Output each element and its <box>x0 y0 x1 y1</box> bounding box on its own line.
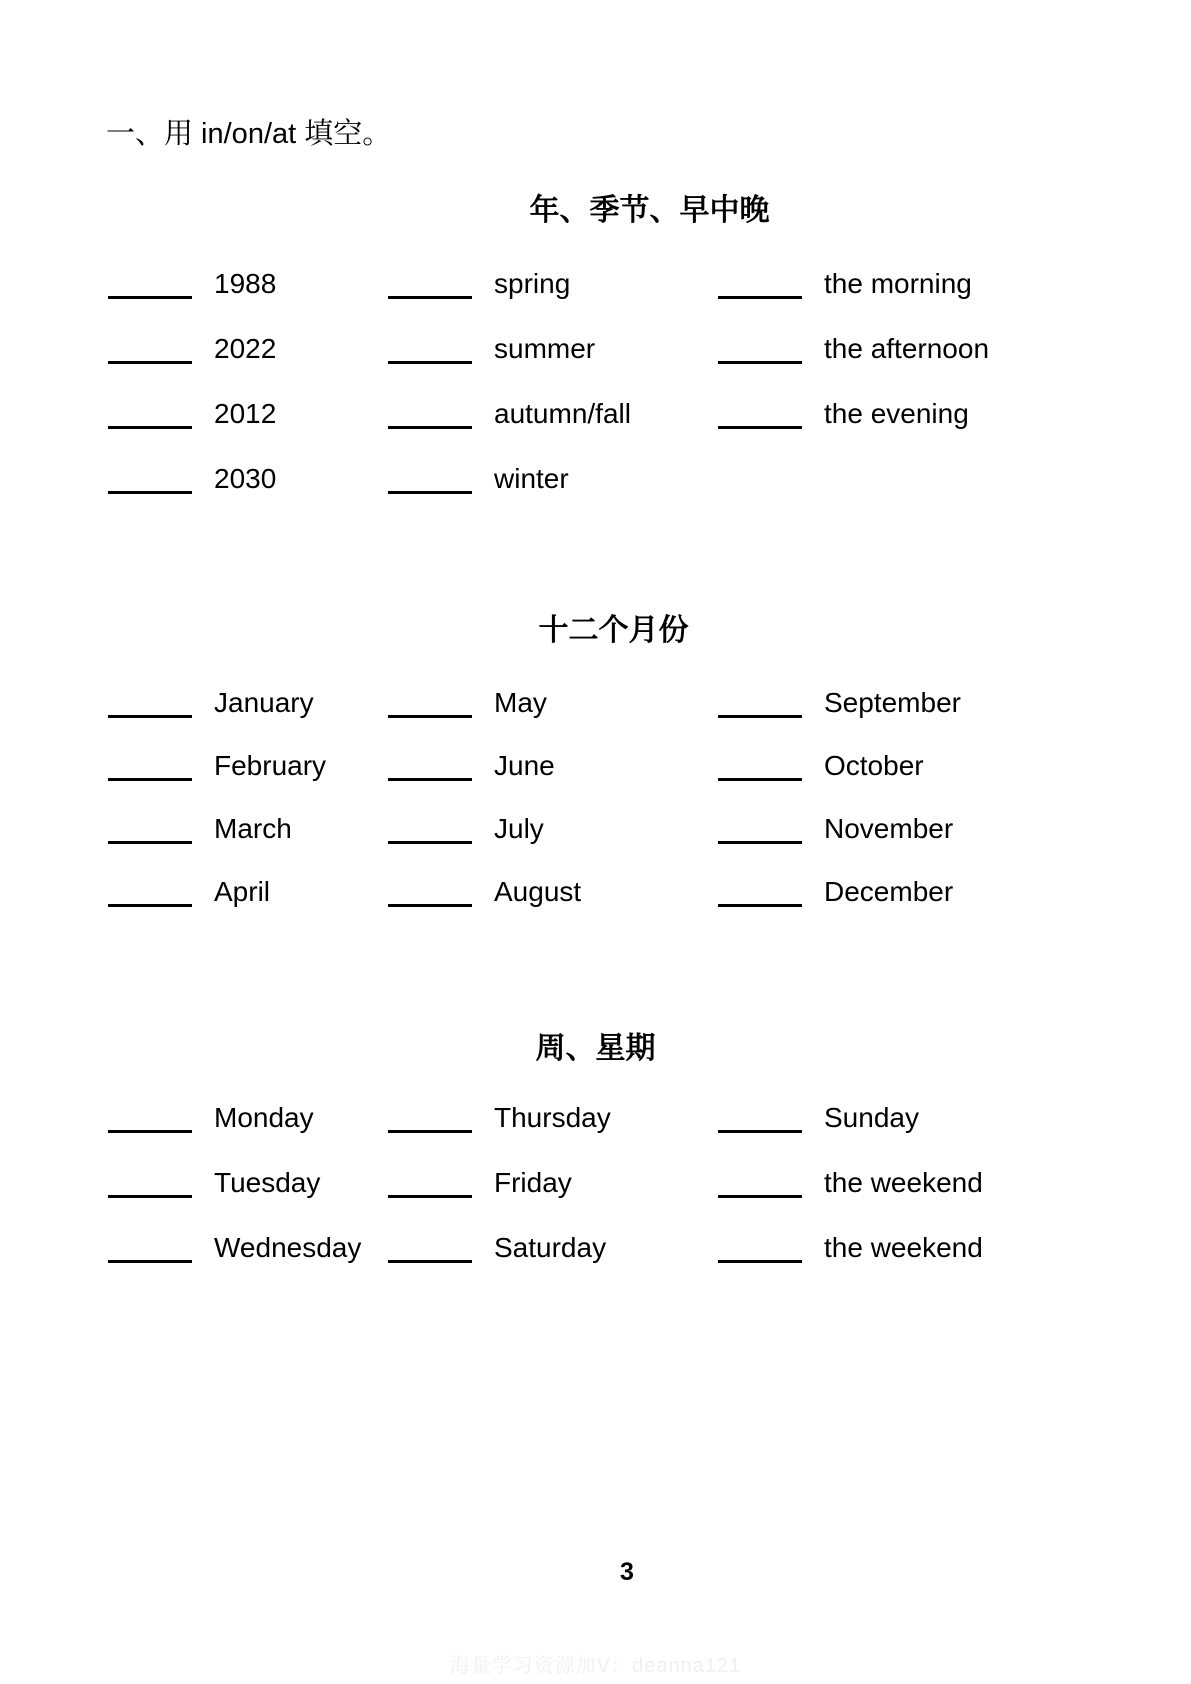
fill-in-item <box>388 462 718 496</box>
fill-in-item <box>108 1231 388 1265</box>
fill-in-item <box>108 1101 388 1135</box>
fill-in-item <box>718 1231 1151 1265</box>
fill-in-item <box>108 397 388 431</box>
section-heading-year-season-daytime: 年、季节、早中晚 <box>529 194 770 227</box>
fill-in-item <box>108 686 388 720</box>
fill-in-item <box>388 1166 718 1200</box>
worksheet-row <box>108 462 1151 496</box>
section-weekdays <box>108 1101 1151 1296</box>
item-label: Monday <box>214 1102 314 1133</box>
section-heading-weekdays: 周、星期 <box>535 1032 656 1065</box>
fill-in-item <box>108 812 388 846</box>
fill-in-item <box>388 1231 718 1265</box>
item-label: Friday <box>494 1167 572 1198</box>
fill-in-item <box>108 749 388 783</box>
answer-blank <box>718 841 802 844</box>
fill-in-item <box>388 875 718 909</box>
item-label: Tuesday <box>214 1167 321 1198</box>
fill-in-item <box>718 749 1151 783</box>
item-label: autumn/fall <box>494 398 631 429</box>
fill-in-item <box>718 1101 1151 1135</box>
fill-in-item <box>388 1101 718 1135</box>
fill-in-item <box>108 462 388 496</box>
item-label: summer <box>494 333 596 364</box>
item-label: winter <box>494 463 569 494</box>
answer-blank <box>718 778 802 781</box>
answer-blank <box>108 426 192 429</box>
item-label: the evening <box>824 398 969 429</box>
item-label: August <box>494 876 582 907</box>
item-label: October <box>824 750 924 781</box>
item-label: the morning <box>824 268 972 299</box>
item-label: the weekend <box>824 1167 983 1198</box>
answer-blank <box>718 1195 802 1198</box>
answer-blank <box>388 841 472 844</box>
worksheet-row <box>108 812 1151 846</box>
answer-blank <box>718 426 802 429</box>
section-year-season-daytime <box>108 267 1151 527</box>
answer-blank <box>108 296 192 299</box>
answer-blank <box>388 778 472 781</box>
answer-blank <box>108 1195 192 1198</box>
answer-blank <box>108 904 192 907</box>
item-label: the afternoon <box>824 333 990 364</box>
answer-blank <box>388 296 472 299</box>
answer-blank <box>388 904 472 907</box>
answer-blank <box>718 1130 802 1133</box>
fill-in-item <box>388 812 718 846</box>
item-label: February <box>214 750 327 781</box>
watermark-text: 海量学习资源加V：deanna121 <box>449 1655 742 1677</box>
section-months <box>108 686 1151 938</box>
answer-blank <box>108 1260 192 1263</box>
item-label: March <box>214 813 292 844</box>
fill-in-item <box>718 332 1151 366</box>
item-label: 1988 <box>214 268 277 299</box>
worksheet-row <box>108 686 1151 720</box>
fill-in-item <box>108 1166 388 1200</box>
worksheet-row <box>108 397 1151 431</box>
answer-blank <box>108 778 192 781</box>
answer-blank <box>388 1260 472 1263</box>
answer-blank <box>388 426 472 429</box>
item-label: Wednesday <box>214 1232 362 1263</box>
answer-blank <box>718 361 802 364</box>
answer-blank <box>108 841 192 844</box>
item-label: April <box>214 876 271 907</box>
item-label: December <box>824 876 954 907</box>
item-label: the weekend <box>824 1232 983 1263</box>
worksheet-row <box>108 749 1151 783</box>
worksheet-row <box>108 332 1151 366</box>
answer-blank <box>718 1260 802 1263</box>
answer-blank <box>108 1130 192 1133</box>
fill-in-item <box>388 397 718 431</box>
answer-blank <box>388 1130 472 1133</box>
worksheet-row <box>108 1101 1151 1135</box>
fill-in-item <box>108 332 388 366</box>
fill-in-item <box>718 267 1151 301</box>
answer-blank <box>108 715 192 718</box>
fill-in-item <box>388 686 718 720</box>
item-label: Saturday <box>494 1232 607 1263</box>
fill-in-item <box>718 875 1151 909</box>
worksheet-row <box>108 1166 1151 1200</box>
answer-blank <box>718 296 802 299</box>
answer-blank <box>388 491 472 494</box>
answer-blank <box>388 1195 472 1198</box>
fill-in-item <box>388 749 718 783</box>
item-label: November <box>824 813 954 844</box>
fill-in-item <box>388 267 718 301</box>
fill-in-item <box>718 686 1151 720</box>
answer-blank <box>108 361 192 364</box>
exercise-title: 一、用 in/on/at 填空。 <box>106 118 392 150</box>
worksheet-row <box>108 875 1151 909</box>
fill-in-item <box>718 1166 1151 1200</box>
fill-in-item <box>718 397 1151 431</box>
answer-blank <box>718 715 802 718</box>
fill-in-item <box>388 332 718 366</box>
item-label: Sunday <box>824 1102 919 1133</box>
answer-blank <box>388 715 472 718</box>
worksheet-row <box>108 1231 1151 1265</box>
fill-in-item <box>718 812 1151 846</box>
section-heading-months: 十二个月份 <box>538 614 689 647</box>
item-label: June <box>494 750 555 781</box>
fill-in-item <box>108 875 388 909</box>
answer-blank <box>108 491 192 494</box>
item-label: January <box>214 687 314 718</box>
answer-blank <box>388 361 472 364</box>
worksheet-row <box>108 267 1151 301</box>
item-label: 2030 <box>214 463 277 494</box>
item-label: September <box>824 687 961 718</box>
item-label: 2022 <box>214 333 277 364</box>
item-label: 2012 <box>214 398 277 429</box>
item-label: July <box>494 813 544 844</box>
item-label: spring <box>494 268 571 299</box>
page-number: 3 <box>620 1558 634 1586</box>
answer-blank <box>718 904 802 907</box>
fill-in-item <box>108 267 388 301</box>
item-label: May <box>494 687 547 718</box>
item-label: Thursday <box>494 1102 611 1133</box>
